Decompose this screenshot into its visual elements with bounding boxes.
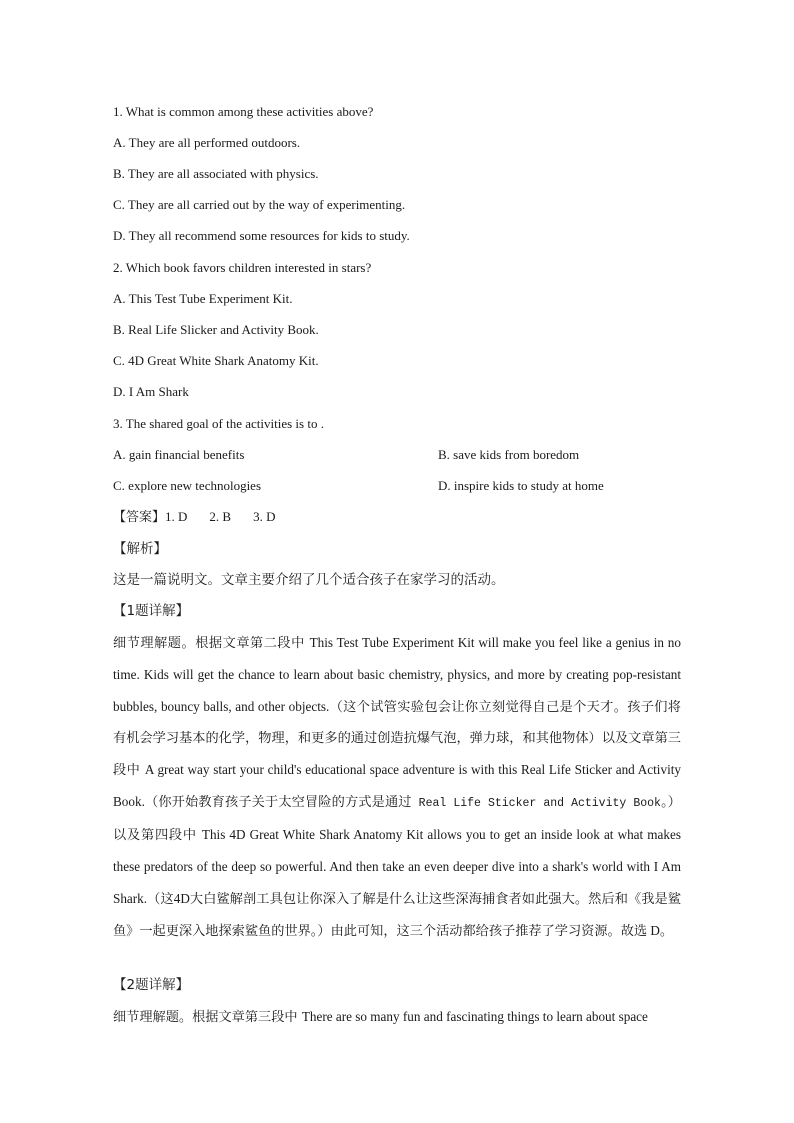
question-1-option-a: A. They are all performed outdoors. bbox=[113, 135, 301, 150]
question-1-option-c: C. They are all carried out by the way of experimenting. bbox=[113, 197, 406, 212]
q1-seg-4: A great way start your child's educational space adventure is with this Real Life Sticker and Activity Book. bbox=[113, 762, 681, 809]
q1-seg-2: This Test Tube Experiment Kit will make you feel like a genius in no time. Kids will get the chance to learn about basic chemistry, physics, and more by creating pop-resistant bubbles, bouncy balls, and other objects. bbox=[113, 635, 681, 714]
answer-item-2: 2. B bbox=[209, 509, 232, 524]
question-2-option-d: D. I Am Shark bbox=[113, 384, 189, 399]
q2-detail-paragraph bbox=[113, 1001, 681, 1033]
q1-seg-13: 。 bbox=[659, 924, 674, 939]
answer-line bbox=[113, 509, 275, 526]
q1-seg-9: （这 bbox=[147, 892, 174, 907]
question-3-option-d: D. inspire kids to study at home bbox=[438, 478, 604, 493]
q1-seg-8: This 4D Great White Shark Anatomy Kit allows you to get an inside look at what makes these predators of the deep so powerful. And then take an even deeper dive into a shark's world with I Am Shark. bbox=[113, 827, 681, 906]
question-2-option-c: C. 4D Great White Shark Anatomy Kit. bbox=[113, 353, 319, 368]
question-1-option-d: D. They all recommend some resources for kids to study. bbox=[113, 228, 410, 243]
q2-detail-heading: 【2题详解】 bbox=[113, 977, 190, 993]
q1-detail-heading: 【1题详解】 bbox=[113, 603, 190, 619]
question-2-option-b: B. Real Life Slicker and Activity Book. bbox=[113, 322, 319, 337]
answer-tag: 【答案】 bbox=[113, 510, 166, 525]
q2-seg-1: 细节理解题。根据文章第三段中 bbox=[113, 1010, 302, 1025]
question-3-option-b: B. save kids from boredom bbox=[438, 447, 580, 462]
q1-seg-12: D bbox=[647, 923, 660, 938]
q1-seg-1: 细节理解题。根据文章第二段中 bbox=[113, 636, 310, 651]
q1-seg-5: （你开始教育孩子关于太空冒险的方式是通过 bbox=[144, 795, 412, 810]
analysis-intro: 这是一篇说明文。文章主要介绍了几个适合孩子在家学习的活动。 bbox=[113, 572, 505, 588]
question-3-option-a: A. gain financial benefits bbox=[113, 447, 245, 462]
analysis-tag: 【解析】 bbox=[113, 541, 167, 557]
answer-item-1: 1. D bbox=[165, 509, 188, 524]
q1-seg-10: 4D bbox=[173, 891, 190, 906]
q1-detail-paragraph bbox=[113, 627, 681, 947]
question-3-stem: 3. The shared goal of the activities is to . bbox=[113, 416, 324, 431]
question-3-option-c: C. explore new technologies bbox=[113, 478, 262, 493]
q1-seg-6: Real Life Sticker and Activity Book bbox=[411, 797, 661, 810]
question-2-stem: 2. Which book favors children interested in stars? bbox=[113, 260, 372, 275]
answer-item-3: 3. D bbox=[253, 509, 276, 524]
question-1-stem: 1. What is common among these activities above? bbox=[113, 104, 374, 119]
question-1-option-b: B. They are all associated with physics. bbox=[113, 166, 319, 181]
q1-seg-3: （这个试管实验包会让你立刻觉得自己是个天才。孩子们将有机会学习基本的化学，物理，和更多的通过创造抗爆气泡，弹力球，和其他物体）以及文章第三段中 bbox=[113, 700, 681, 778]
q1-seg-7: 。）以及第四段中 bbox=[113, 795, 681, 843]
q2-seg-2: There are so many fun and fascinating things to learn about space bbox=[301, 1009, 648, 1024]
q1-seg-11: 大白鲨解剖工具包让你深入了解是什么让这些深海捕食者如此强大。然后和《我是鲨鱼》一起更深入地探索鲨鱼的世界。）由此可知，这三个活动都给孩子推荐了学习资源。故选 bbox=[113, 892, 682, 939]
question-2-option-a: A. This Test Tube Experiment Kit. bbox=[113, 291, 293, 306]
